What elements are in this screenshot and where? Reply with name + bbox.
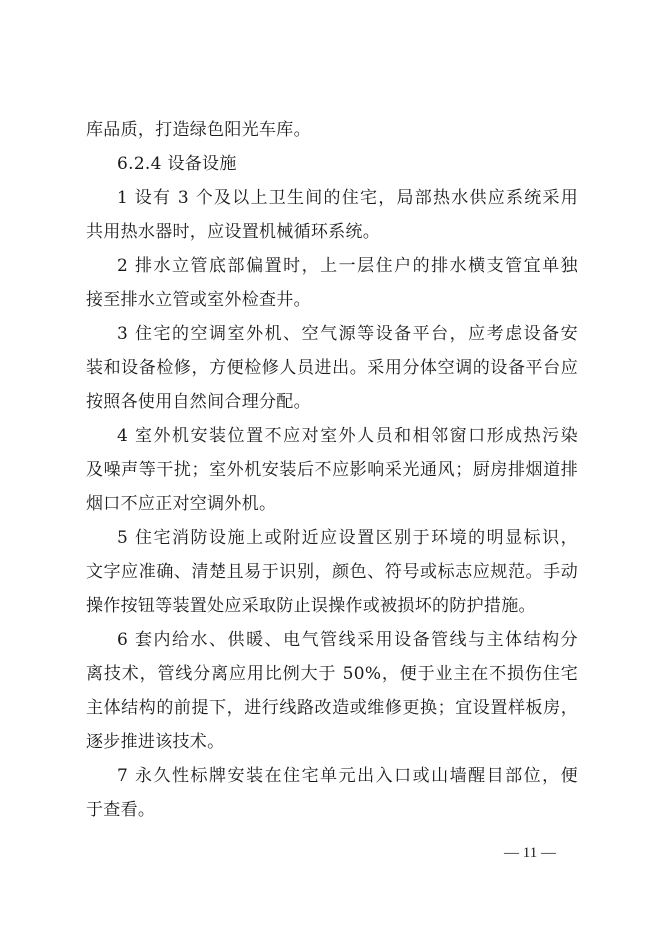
text-line: 7 永久性标牌安装在住宅单元出入口或山墙醒目部位，便 [117, 766, 578, 786]
text-line: 主体结构的前提下，进行线路改造或维修更换；宜设置样板房， [86, 698, 578, 718]
text-line: 4 室外机安装位置不应对室外人员和相邻窗口形成热污染 [117, 426, 578, 446]
text-line: 1 设有 3 个及以上卫生间的住宅，局部热水供应系统采用 [117, 188, 578, 208]
text-line: 接至排水立管或室外检查井。 [86, 290, 311, 310]
document-body [86, 113, 578, 827]
text-line: 按照各使用自然间合理分配。 [86, 392, 311, 412]
text-line: 操作按钮等装置处应采取防止误操作或被损坏的防护措施。 [86, 596, 536, 616]
text-line: 3 住宅的空调室外机、空气源等设备平台，应考虑设备安 [117, 324, 578, 344]
text-line: 2 排水立管底部偏置时，上一层住户的排水横支管宜单独 [117, 256, 578, 276]
text-line: 6 套内给水、供暖、电气管线采用设备管线与主体结构分 [117, 630, 578, 650]
text-line: 5 住宅消防设施上或附近应设置区别于环境的明显标识， [117, 528, 578, 548]
section-heading: 6.2.4 设备设施 [117, 154, 237, 174]
text-line: 烟口不应正对空调外机。 [86, 494, 277, 514]
page-number: — 11 — [504, 845, 556, 861]
text-line: 装和设备检修，方便检修人员进出。采用分体空调的设备平台应 [86, 358, 578, 378]
text-line: 逐步推进该技术。 [86, 732, 225, 752]
text-line: 于查看。 [86, 800, 156, 820]
text-line: 文字应准确、清楚且易于识别，颜色、符号或标志应规范。手动 [86, 562, 578, 582]
text-line: 及噪声等干扰；室外机安装后不应影响采光通风；厨房排烟道排 [86, 460, 578, 480]
text-line: 库品质，打造绿色阳光车库。 [86, 120, 311, 140]
text-line: 离技术，管线分离应用比例大于 50%，便于业主在不损伤住宅 [86, 664, 578, 684]
text-line: 共用热水器时，应设置机械循环系统。 [86, 222, 381, 242]
